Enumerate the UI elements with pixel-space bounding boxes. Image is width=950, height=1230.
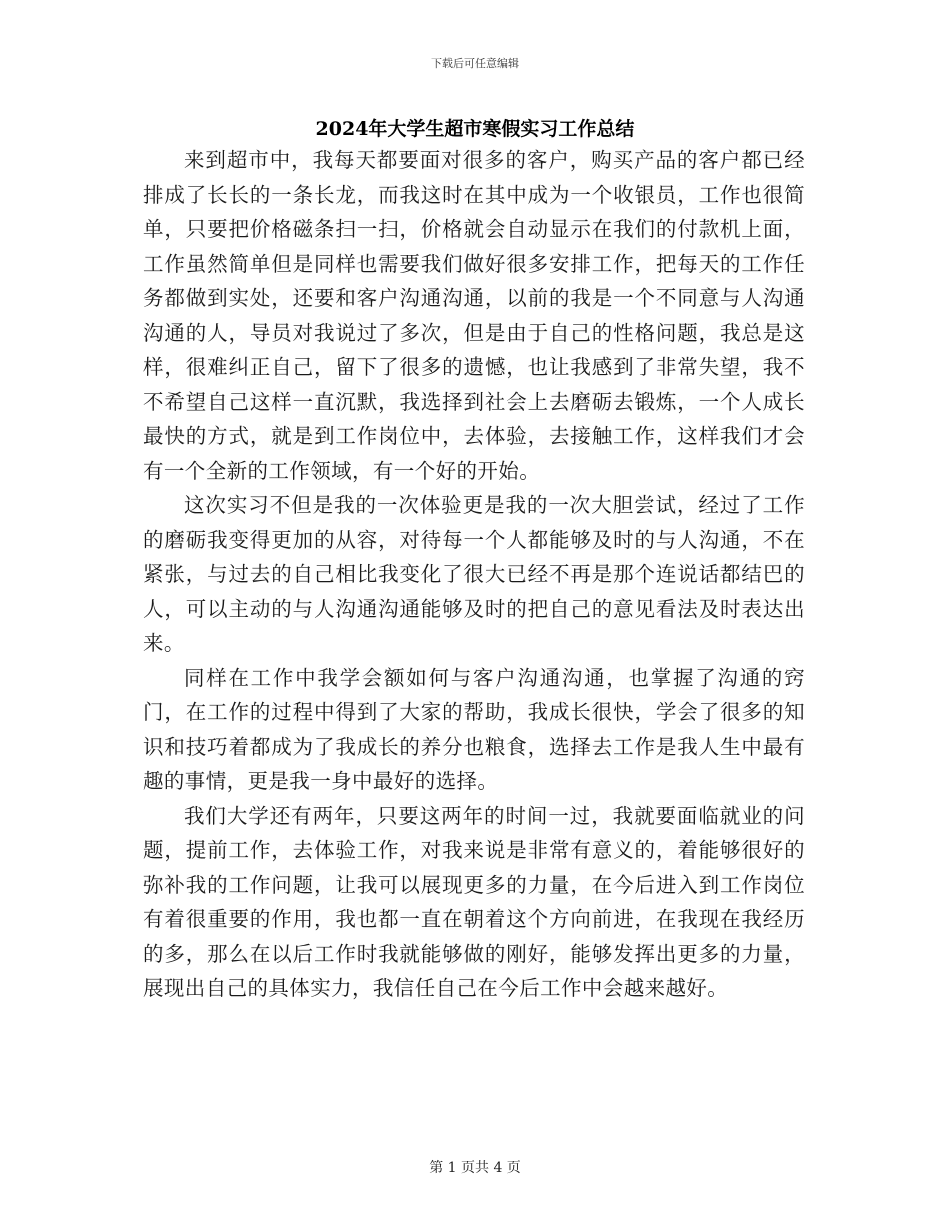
document-body (143, 143, 805, 1006)
paragraph-3: 同样在工作中我学会额如何与客户沟通沟通，也掌握了沟通的窍门，在工作的过程中得到了大家的帮助，我成长很快，学会了很多的知识和技巧着都成为了我成长的养分也粮食，选择去工作是我人生中最有趣的事情，更是我一身中最好的选择。 (143, 665, 805, 793)
page-header-note: 下载后可任意编辑 (431, 57, 519, 70)
page-number: 第 1 页共 4 页 (429, 1160, 521, 1176)
paragraph-1: 来到超市中，我每天都要面对很多的客户，购买产品的客户都已经排成了长长的一条长龙，而我这时在其中成为一个收银员，工作也很简单，只要把价格磁条扫一扫，价格就会自动显示在我们的付款机上面，工作虽然简单但是同样也需要我们做好很多安排工作，把每天的工作任务都做到实处，还要和客户沟通沟通，以前的我是一个不同意与人沟通沟通的人，导员对我说过了多次，但是由于自己的性格问题，我总是这样，很难纠正自己，留下了很多的遗憾，也让我感到了非常失望，我不不希望自己这样一直沉默，我选择到社会上去磨砺去锻炼，一个人成长最快的方式，就是到工作岗位中，去体验，去接触工作，这样我们才会有一个全新的工作领域，有一个好的开始。 (143, 148, 805, 483)
paragraph-2: 这次实习不但是我的一次体验更是我的一次大胆尝试，经过了工作的磨砺我变得更加的从容，对待每一个人都能够及时的与人沟通，不在紧张，与过去的自己相比我变化了很大已经不再是那个连说话都结巴的人，可以主动的与人沟通沟通能够及时的把自己的意见看法及时表达出来。 (143, 493, 805, 655)
paragraph-4: 我们大学还有两年，只要这两年的时间一过，我就要面临就业的问题，提前工作，去体验工作，对我来说是非常有意义的，着能够很好的弥补我的工作问题，让我可以展现更多的力量，在今后进入到工作岗位有着很重要的作用，我也都一直在朝着这个方向前进，在我现在我经历的多，那么在以后工作时我就能够做的刚好，能够发挥出更多的力量，展现出自己的具体实力，我信任自己在今后工作中会越来越好。 (143, 803, 805, 1000)
document-title: 2024年大学生超市寒假实习工作总结 (315, 118, 635, 140)
